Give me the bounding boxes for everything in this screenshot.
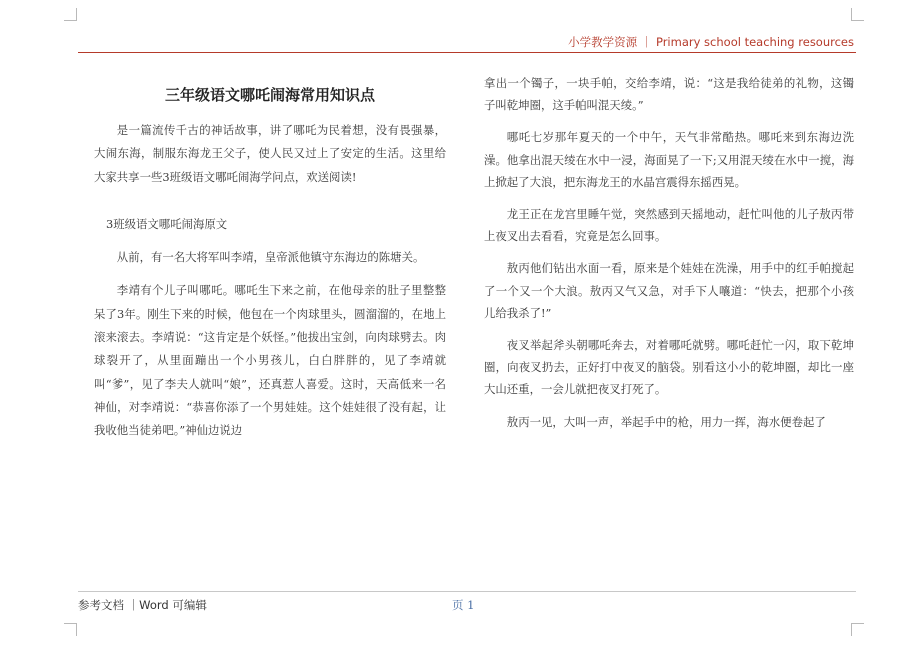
document-title: 三年级语文哪吒闹海常用知识点: [164, 86, 375, 104]
right-column: [484, 72, 854, 433]
footer-label: 参考文档 ｜Word 可编辑: [78, 598, 207, 612]
body-paragraph: 敖丙他们钻出水面一看，原来是个娃娃在洗澡，用手中的红手帕搅起了一个又一个大浪。敖丙又气又急，对手下人嚷道：“快去，把那个小孩儿给我杀了!”: [484, 261, 854, 320]
crop-mark-top-left: [64, 8, 77, 21]
header-text: 小学教学资源 ｜ Primary school teaching resources: [568, 35, 854, 49]
body-paragraph: 拿出一个镯子，一块手帕，交给李靖，说：“这是我给徒弟的礼物，这镯子叫乾坤圈，这手帕叫混天绫。”: [484, 76, 854, 113]
page-number: 页 1: [452, 598, 475, 612]
footer-divider: [78, 591, 856, 592]
crop-mark-bottom-right: [851, 623, 864, 636]
section-heading: 3班级语文哪吒闹海原文: [106, 216, 228, 231]
crop-mark-bottom-left: [64, 623, 77, 636]
left-column: [94, 78, 446, 443]
body-paragraph: 李靖有个儿子叫哪吒。哪吒生下来之前，在他母亲的肚子里整整呆了3年。刚生下来的时候，他包在一个肉球里头，圆溜溜的，在地上滚来滚去。李靖说：“这肯定是个妖怪。”他拔出宝剑，向肉球劈去。肉球裂开了，从里面蹦出一个小男孩儿，白白胖胖的，见了李靖就叫“爹”，见了李夫人就叫“娘”，还真惹人喜爱。这时，天高低来一名神仙，对李靖说：“恭喜你添了一个男娃娃。这个娃娃很了没有起，让我收他当徒弟吧。”神仙边说边: [94, 283, 446, 438]
body-paragraph: 夜叉举起斧头朝哪吒奔去，对着哪吒就劈。哪吒赶忙一闪，取下乾坤圈，向夜叉扔去，正好打中夜叉的脑袋。别看这小小的乾坤圈，却比一座大山还重，一会儿就把夜叉打死了。: [484, 338, 854, 397]
body-paragraph: 从前，有一名大将军叫李靖，皇帝派他镇守东海边的陈塘关。: [116, 250, 425, 265]
intro-paragraph: 是一篇流传千古的神话故事，讲了哪吒为民着想，没有畏强暴，大闹东海，制服东海龙王父子，使人民又过上了安定的生活。这里给大家共享一些3班级语文哪吒闹海学问点，欢送阅读!: [94, 123, 446, 184]
page-header: [78, 34, 856, 53]
body-paragraph: 龙王正在龙宫里睡午觉，突然感到天摇地动，赶忙叫他的儿子敖丙带上夜叉出去看看，究竟是怎么回事。: [484, 207, 854, 244]
body-paragraph: 敖丙一见，大叫一声，举起手中的枪，用力一挥，海水便卷起了: [506, 414, 826, 429]
crop-mark-top-right: [851, 8, 864, 21]
body-paragraph: 哪吒七岁那年夏天的一个中午，天气非常酷热。哪吒来到东海边洗澡。他拿出混天绫在水中一浸，海面晃了一下;又用混天绫在水中一搅，海上掀起了大浪，把东海龙王的水晶宫震得东摇西晃。: [484, 130, 854, 189]
